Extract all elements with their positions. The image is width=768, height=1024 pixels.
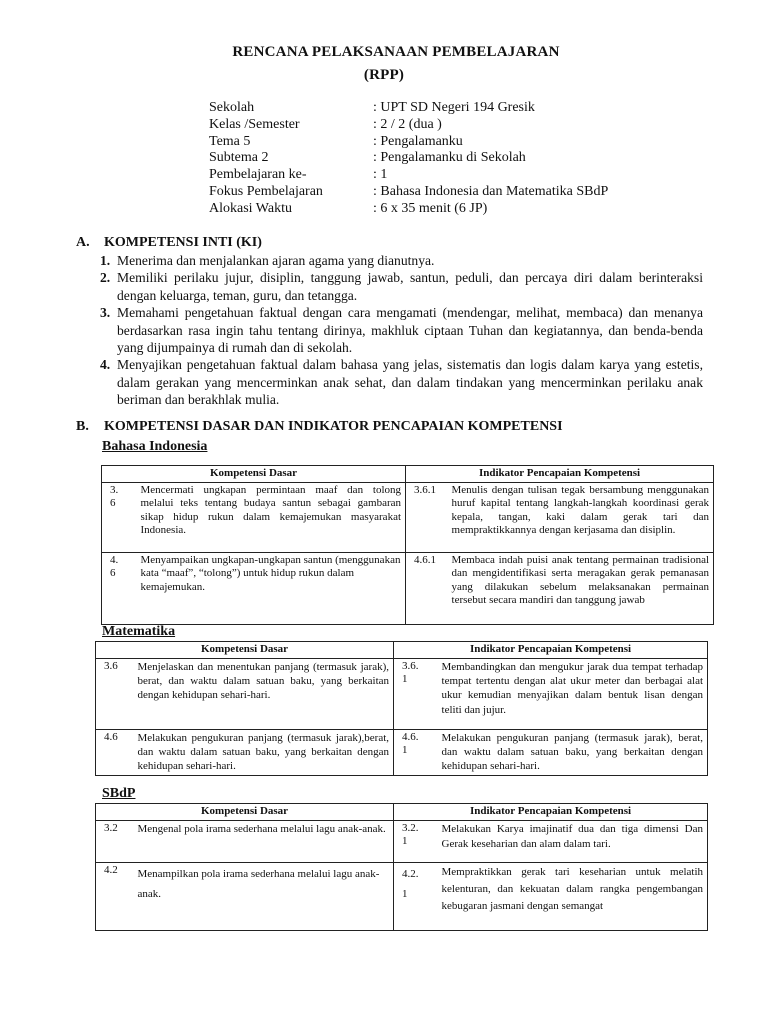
info-value: : 2 / 2 (dua ) (373, 116, 442, 132)
column-header-kd: Kompetensi Dasar (96, 642, 394, 659)
list-item (100, 356, 703, 408)
info-value: : 6 x 35 menit (6 JP) (373, 200, 488, 216)
section-b-heading (76, 419, 563, 435)
column-header-kd: Kompetensi Dasar (102, 466, 406, 483)
table-row (96, 729, 708, 775)
list-text: Menerima dan menjalankan ajaran agama yang dianutnya. (117, 253, 435, 268)
ipk-number: 3.2. 1 (394, 820, 438, 862)
info-value: : Pengalamanku (373, 133, 463, 149)
info-row-time (209, 201, 608, 218)
kd-text: Mencermati ungkapan permintaan maaf dan tolong melalui teks tentang budaya santun sebagai gambaran sikap hidup rukun dalam kemajemukan masyarakat Indonesia. (137, 482, 406, 552)
info-row-subtheme (209, 150, 608, 167)
subject-heading-bahasa: Bahasa Indonesia (102, 439, 208, 454)
ipk-text: Melakukan Karya imajinatif dua dan tiga dimensi Dan Gerak keseharian dan alam dalam tari. (438, 820, 708, 862)
ipk-number: 3.6. 1 (394, 658, 438, 729)
table-row (96, 658, 708, 729)
table-header-row (96, 642, 708, 659)
table-header-row (102, 466, 714, 483)
section-title: KOMPETENSI DASAR DAN INDIKATOR PENCAPAIAN KOMPETENSI (104, 419, 563, 434)
kd-number: 3.2 (96, 820, 134, 862)
document-subtitle: (RPP) (363, 67, 405, 83)
ki-list (100, 252, 703, 409)
table-header-row (96, 804, 708, 821)
kd-text: Menyampaikan ungkapan-ungkapan santun (menggunakan kata “maaf”, “tolong”) untuk hidup rukun dalam kemajemukan. (137, 552, 406, 624)
kd-number: 3.6 (96, 658, 134, 729)
subject-heading-matematika: Matematika (102, 624, 176, 639)
list-number: 1. (100, 253, 111, 268)
table-row (96, 862, 708, 930)
ipk-text: Membandingkan dan mengukur jarak dua tempat terhadap tempat tertentu dengan alat ukur meter dan berbagai alat ukur kemudian menyajikan dalam bentuk lisan dengan teliti dan jujur. (438, 658, 708, 729)
kd-text: Menjelaskan dan menentukan panjang (termasuk jarak), berat, dan waktu dalam satuan baku, yang berkaitan dengan kehidupan sehari-hari. (134, 658, 394, 729)
column-header-kd: Kompetensi Dasar (96, 804, 394, 821)
section-letter: B. (76, 419, 89, 434)
info-label: Fokus Pembelajaran (209, 183, 323, 199)
column-header-ipk: Indikator Pencapaian Kompetensi (406, 466, 714, 483)
table-row (96, 820, 708, 862)
section-title: KOMPETENSI INTI (KI) (104, 235, 262, 250)
ipk-number: 4.6.1 (406, 552, 448, 624)
list-item (100, 269, 703, 304)
column-header-ipk: Indikator Pencapaian Kompetensi (394, 804, 708, 821)
section-a-heading (76, 235, 262, 251)
table-row (102, 482, 714, 552)
table-row (102, 552, 714, 624)
info-label: Subtema 2 (209, 150, 269, 166)
document-title: RENCANA PELAKSANAAN PEMBELAJARAN (232, 44, 560, 60)
info-row-theme (209, 134, 608, 151)
kd-number: 3. 6 (102, 482, 137, 552)
ipk-number: 4.6. 1 (394, 729, 438, 775)
list-number: 2. (100, 270, 111, 286)
kd-number: 4.6 (96, 729, 134, 775)
kd-text: Mengenal pola irama sederhana melalui lagu anak-anak. (134, 820, 394, 862)
info-label: Alokasi Waktu (209, 200, 292, 216)
kd-number: 4. 6 (102, 552, 137, 624)
ipk-text: Mempraktikkan gerak tari keseharian untuk melatih kelenturan, dan kekuatan dalam rangka pengembangan kebugaran jasmani dengan semangat (438, 862, 708, 930)
section-letter: A. (76, 235, 90, 250)
list-text: Memahami pengetahuan faktual dengan cara mengamati (mendengar, melihat, membaca) dan menanya berdasarkan rasa ingin tahu tentang dirinya, makhluk ciptaan Tuhan dan kegiatannya, dan benda-benda yang dijumpainya di rumah dan di sekolah. (117, 305, 703, 356)
info-row-lesson (209, 167, 608, 184)
list-item (100, 252, 703, 269)
kd-text: Melakukan pengukuran panjang (termasuk jarak),berat, dan waktu dalam satuan baku, yang berkaitan dengan kehidupan sehari-hari. (134, 729, 394, 775)
ipk-text: Menulis dengan tulisan tegak bersambung menggunakan huruf kapital tentang langkah-langkah koordinasi gerak kepala, tangan, kaki dalam gerak tari dan mempraktikkannya dengan kerjasama dan disiplin. (448, 482, 714, 552)
ipk-number: 4.2. 1 (394, 862, 438, 930)
kd-number: 4.2 (96, 862, 134, 930)
kd-text: Menampilkan pola irama sederhana melalui lagu anak-anak. (134, 862, 394, 930)
info-label: Sekolah (209, 100, 255, 115)
info-label: Pembelajaran ke- (209, 167, 307, 183)
list-item (100, 304, 703, 356)
info-value: : 1 (373, 167, 388, 183)
info-value: : UPT SD Negeri 194 Gresik (373, 100, 535, 115)
bahasa-table (101, 465, 714, 625)
column-header-ipk: Indikator Pencapaian Kompetensi (394, 642, 708, 659)
ipk-text: Melakukan pengukuran panjang (termasuk jarak), berat, dan waktu dalam satuan baku, yang berkaitan dengan kehidupan sehari-hari. (438, 729, 708, 775)
list-number: 3. (100, 305, 111, 321)
info-value: : Bahasa Indonesia dan Matematika SBdP (373, 183, 609, 199)
info-label: Kelas /Semester (209, 116, 300, 132)
ipk-number: 3.6.1 (406, 482, 448, 552)
identity-block (209, 100, 608, 218)
sbdp-table (95, 803, 708, 931)
info-label: Tema 5 (209, 133, 251, 149)
subject-heading-sbdp: SBdP (102, 786, 136, 801)
list-text: Menyajikan pengetahuan faktual dalam bahasa yang jelas, sistematis dan logis dalam karya yang estetis, dalam gerakan yang mencerminkan anak sehat, dan dalam tindakan yang mencerminkan perilaku anak beriman dan berakhlak mulia. (117, 357, 703, 408)
list-number: 4. (100, 357, 111, 373)
info-row-school (209, 100, 608, 117)
list-text: Memiliki perilaku jujur, disiplin, tanggung jawab, santun, peduli, dan percaya diri dalam berinteraksi dengan keluarga, teman, guru, dan tetangga. (117, 270, 703, 303)
info-row-focus (209, 184, 608, 201)
matematika-table (95, 641, 708, 776)
ipk-text: Membaca indah puisi anak tentang permainan tradisional dan mengidentifikasi serta meragakan gerak pemanasan yang dilakukan sebelum melaksanakan permainan tersebut secara mandiri dan tanggung jawab (448, 552, 714, 624)
info-value: : Pengalamanku di Sekolah (373, 150, 526, 166)
info-row-class (209, 117, 608, 134)
